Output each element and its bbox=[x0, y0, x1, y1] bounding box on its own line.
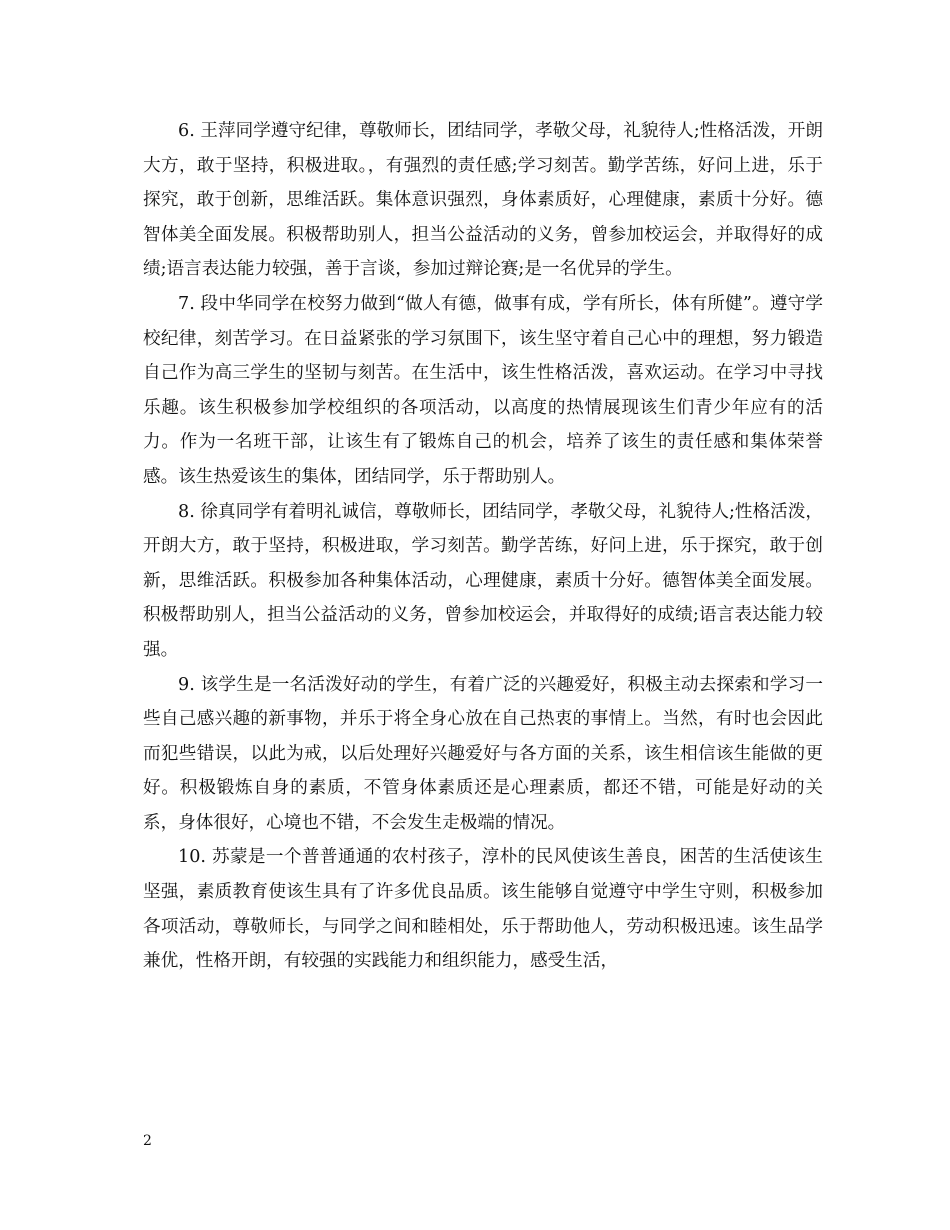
paragraph-7: 7. 段中华同学在校努力做到“做人有德，做事有成，学有所长，体有所健”。遵守学校纪律，刻苦学习。在日益紧张的学习氛围下，该生坚守着自己心中的理想，努力锻造自己作为高三学生的坚韧与刻苦。在生活中，该生性格活泼，喜欢运动。在学习中寻找乐趣。该生积极参加学校组织的各项活动，以高度的热情展现该生们青少年应有的活力。作为一名班干部，让该生有了锻炼自己的机会，培养了该生的责任感和集体荣誉感。该生热爱该生的集体，团结同学，乐于帮助别人。 bbox=[143, 293, 823, 487]
page-number: 2 bbox=[143, 1133, 152, 1149]
paragraph-9: 9. 该学生是一名活泼好动的学生，有着广泛的兴趣爱好，积极主动去探索和学习一些自己感兴趣的新事物，并乐于将全身心放在自己热衷的事情上。当然，有时也会因此而犯些错误，以此为戒，以后处理好兴趣爱好与各方面的关系，该生相信该生能做的更好。积极锻炼自身的素质，不管身体素质还是心理素质，都还不错，可能是好动的关系，身体很好，心境也不错，不会发生走极端的情况。 bbox=[143, 674, 823, 833]
paragraph-10: 10. 苏蒙是一个普普通通的农村孩子，淳朴的民风使该生善良，困苦的生活使该生坚强，素质教育使该生具有了许多优良品质。该生能够自觉遵守中学生守则，积极参加各项活动，尊敬师长，与同学之间和睦相处，乐于帮助他人，劳动积极迅速。该生品学兼优，性格开朗，有较强的实践能力和组织能力，感受生活， bbox=[143, 847, 823, 972]
document-body bbox=[143, 114, 823, 979]
paragraph-8: 8. 徐真同学有着明礼诚信，尊敬师长，团结同学，孝敬父母，礼貌待人;性格活泼，开朗大方，敢于坚持，积极进取，学习刻苦。勤学苦练，好问上进，乐于探究，敢于创新，思维活跃。积极参加各种集体活动，心理健康，素质十分好。德智体美全面发展。积极帮助别人，担当公益活动的义务，曾参加校运会，并取得好的成绩;语言表达能力较强。 bbox=[143, 501, 823, 660]
paragraph-6: 6. 王萍同学遵守纪律，尊敬师长，团结同学，孝敬父母，礼貌待人;性格活泼，开朗大方，敢于坚持，积极进取。，有强烈的责任感;学习刻苦。勤学苦练，好问上进，乐于探究，敢于创新，思维活跃。集体意识强烈，身体素质好，心理健康，素质十分好。德智体美全面发展。积极帮助别人，担当公益活动的义务，曾参加校运会，并取得好的成绩;语言表达能力较强，善于言谈，参加过辩论赛;是一名优异的学生。 bbox=[143, 121, 823, 280]
